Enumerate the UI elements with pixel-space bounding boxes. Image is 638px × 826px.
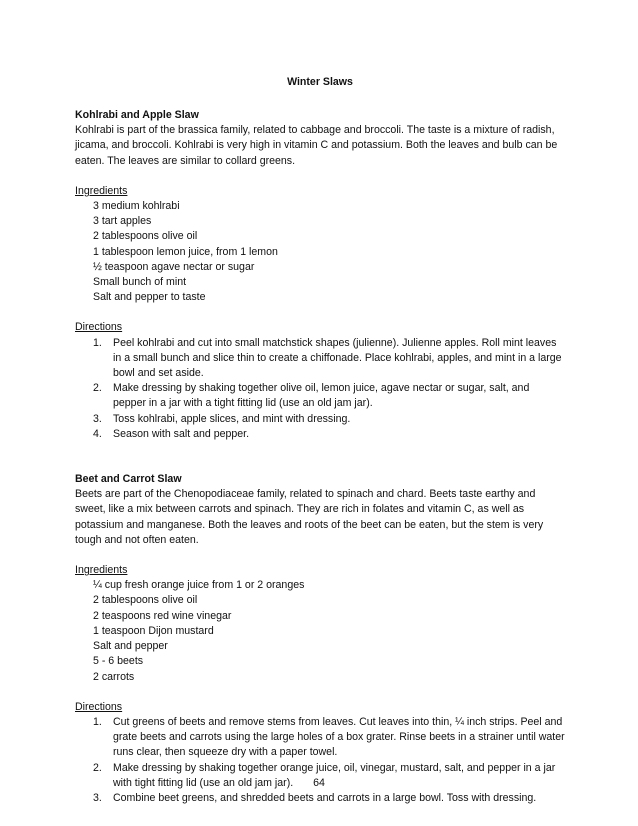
directions-heading: Directions bbox=[75, 700, 123, 713]
ingredient-item: Small bunch of mint bbox=[93, 276, 187, 289]
step-text: Toss kohlrabi, apple slices, and mint with dressing. bbox=[113, 412, 351, 425]
page-number: 64 bbox=[313, 777, 325, 789]
ingredient-item: 2 carrots bbox=[93, 670, 135, 683]
direction-step bbox=[75, 791, 565, 806]
step-text: Peel kohlrabi and cut into small matchstick shapes (julienne). Julienne apples. Roll mint leaves in a small bunch and slice thin to create a chiffonade. Place kohlrabi, apples, and mint in a large bowl and set aside. bbox=[113, 336, 562, 380]
recipe-kohlrabi-apple-slaw bbox=[75, 108, 565, 442]
step-number: 4. bbox=[93, 427, 102, 440]
direction-step bbox=[75, 412, 565, 427]
ingredient-item: 3 medium kohlrabi bbox=[93, 200, 180, 213]
step-text: Make dressing by shaking together olive oil, lemon juice, agave nectar or sugar, salt, and pepper in a jar with a tight fitting lid (use an old jam jar). bbox=[113, 382, 530, 410]
ingredients-heading: Ingredients bbox=[75, 564, 128, 577]
ingredient-item: 2 tablespoons olive oil bbox=[93, 594, 198, 607]
ingredient-item: 2 tablespoons olive oil bbox=[93, 230, 198, 243]
ingredient-item: 1 teaspoon Dijon mustard bbox=[93, 624, 214, 637]
ingredient-item: Salt and pepper to taste bbox=[93, 291, 206, 304]
ingredient-item: ½ teaspoon agave nectar or sugar bbox=[93, 260, 255, 273]
directions-heading: Directions bbox=[75, 321, 123, 334]
ingredient-item: ¼ cup fresh orange juice from 1 or 2 oranges bbox=[93, 579, 305, 592]
step-text: Season with salt and pepper. bbox=[113, 427, 250, 440]
direction-step bbox=[75, 336, 565, 382]
directions-list bbox=[75, 336, 565, 442]
recipe-title: Kohlrabi and Apple Slaw bbox=[75, 109, 199, 121]
ingredient-item: Salt and pepper bbox=[93, 640, 168, 653]
ingredients-heading: Ingredients bbox=[75, 184, 128, 197]
step-text: Combine beet greens, and shredded beets and carrots in a large bowl. Toss with dressing. bbox=[113, 791, 537, 804]
ingredient-item: 1 tablespoon lemon juice, from 1 lemon bbox=[93, 245, 278, 258]
step-number: 2. bbox=[93, 761, 102, 774]
ingredients-list bbox=[75, 578, 565, 684]
step-number: 1. bbox=[93, 336, 102, 349]
recipe-description: Beets are part of the Chenopodiaceae family, related to spinach and chard. Beets taste earthy and sweet, like a mix between carrots and spinach. They are rich in folates and vitamin C, as well as potassium and manganese. Both the leaves and roots of the beet can be eaten, but the stem is very tough and not often eaten. bbox=[75, 488, 544, 546]
direction-step bbox=[75, 427, 565, 442]
step-number: 1. bbox=[93, 715, 102, 728]
recipe-beet-carrot-slaw bbox=[75, 472, 565, 806]
direction-step bbox=[75, 715, 565, 761]
document-title: Winter Slaws bbox=[287, 76, 353, 88]
step-number: 3. bbox=[93, 791, 102, 804]
step-text: Make dressing by shaking together orange juice, oil, vinegar, mustard, salt, and pepper in a jar with tight fitting lid (use an old jam jar). bbox=[113, 761, 556, 789]
ingredient-item: 5 - 6 beets bbox=[93, 655, 144, 668]
step-number: 3. bbox=[93, 412, 102, 425]
ingredient-item: 3 tart apples bbox=[93, 215, 152, 228]
ingredient-item: 2 teaspoons red wine vinegar bbox=[93, 609, 232, 622]
directions-list bbox=[75, 715, 565, 806]
page-content bbox=[75, 75, 565, 806]
step-text: Cut greens of beets and remove stems from leaves. Cut leaves into thin, ¼ inch strips. Peel and grate beets and carrots using the large holes of a box grater. Rinse beets in a strainer until water runs clear, then squeeze dry with a paper towel. bbox=[113, 715, 565, 759]
recipe-title: Beet and Carrot Slaw bbox=[75, 473, 182, 486]
recipe-description: Kohlrabi is part of the brassica family, related to cabbage and broccoli. The taste is a mixture of radish, jicama, and broccoli. Kohlrabi is very high in vitamin C and potassium. Both the leaves and bulb can be eaten. The leaves are similar to collard greens. bbox=[75, 124, 558, 167]
direction-step bbox=[75, 381, 565, 411]
step-number: 2. bbox=[93, 382, 102, 395]
ingredients-list bbox=[75, 199, 565, 305]
